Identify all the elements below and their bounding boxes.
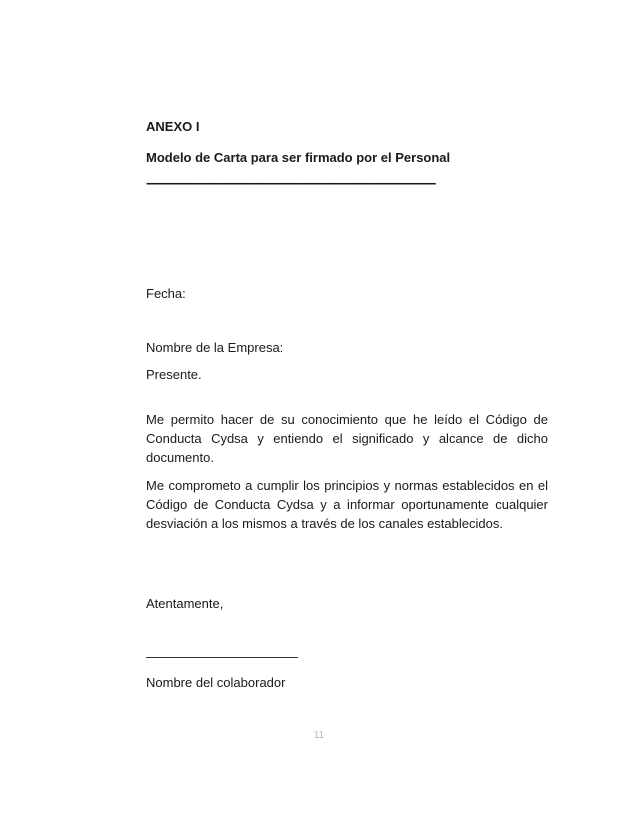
separator-line: ------------------------------------------------------------------------------------------------- (146, 175, 435, 190)
signature-line (146, 657, 298, 658)
date-label: Fecha: (146, 286, 186, 301)
letter-subtitle: Modelo de Carta para ser firmado por el Personal (146, 150, 451, 165)
signature-caption: Nombre del colaborador (146, 675, 286, 690)
paragraph-acknowledgement: Me permito hacer de su conocimiento que he leído el Código de Conducta Cydsa y entiendo el significado y alcance de dicho documento. (146, 412, 548, 465)
annex-title: ANEXO I (146, 119, 200, 134)
paragraph-commitment: Me comprometo a cumplir los principios y normas establecidos en el Código de Conducta Cydsa y a informar oportunamente cualquier desviación a los mismos a través de los canales establecidos. (146, 478, 548, 531)
present-label: Presente. (146, 367, 202, 382)
page-number: 11 (313, 730, 325, 741)
closing-text: Atentamente, (146, 596, 224, 611)
company-label: Nombre de la Empresa: (146, 340, 284, 355)
